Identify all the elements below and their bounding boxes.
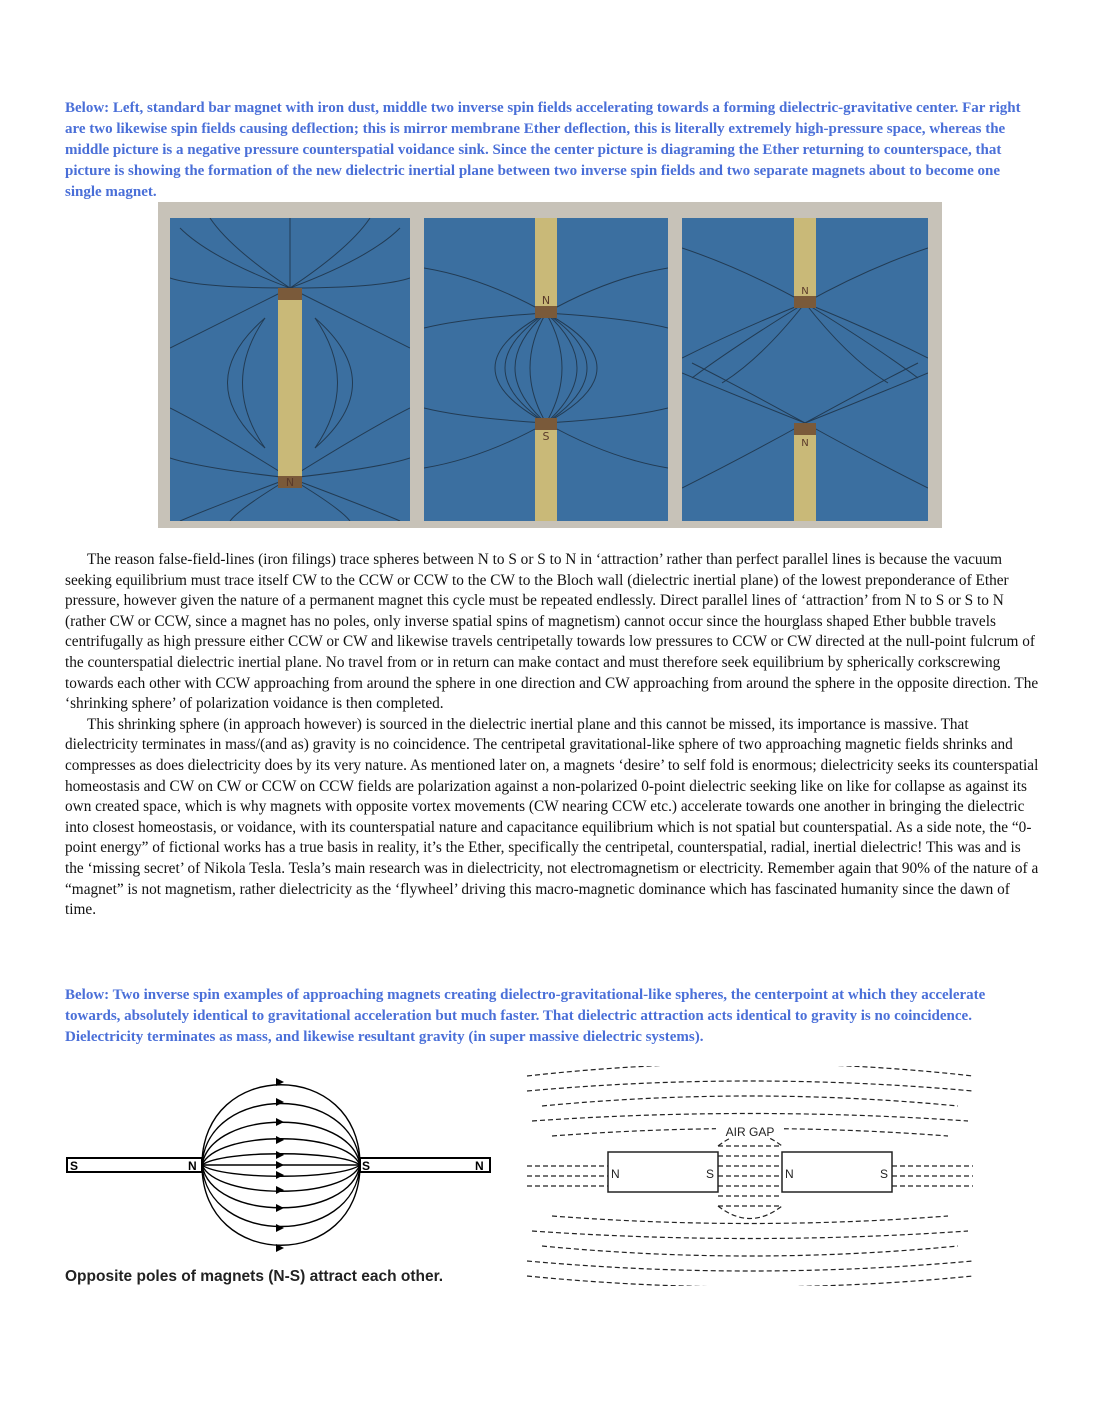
magnet-bar <box>608 1152 718 1192</box>
bottom-figure-caption: Below: Two inverse spin examples of approaching magnets creating dielectro-gravitational-like spheres, the centerpoint at which they accelerate towards, absolutely identical to gravitational acceleration but much faster. That dielectric attraction acts identical to gravity is no coincidence. Dielectricity terminates as mass, and likewise resultant gravity (in super massive dielectric systems). <box>65 987 986 1045</box>
repelling-magnets-image <box>682 218 928 521</box>
single-magnet-image <box>170 218 410 521</box>
pole-label: S <box>542 430 550 443</box>
body-text <box>65 550 1040 921</box>
pole-label: N <box>475 1159 484 1173</box>
pole-label: N <box>785 1167 794 1181</box>
magnet-bar <box>67 1158 202 1172</box>
diagram-caption: Opposite poles of magnets (N-S) attract each other. <box>65 1268 444 1285</box>
magnet-bar <box>782 1152 892 1192</box>
photo-single-bar-magnet <box>170 218 410 521</box>
magnet-bar <box>360 1158 490 1172</box>
top-figure-caption: Below: Left, standard bar magnet with iron dust, middle two inverse spin fields accelerating towards a forming dielectric-gravitative center. Far right are two likewise spin fields causing deflection; this is mirror membrane Ether deflection, this is literally extremely high-pressure space, whereas the middle picture is a negative pressure counterspatial voidance sink. Since the center picture is diagraming the Ether returning to counterspace, that picture is showing the formation of the new dielectric inertial plane between two inverse spin fields and two separate magnets about to become one single magnet. <box>65 100 1021 200</box>
pole-label: S <box>880 1167 889 1181</box>
iron-filings-photo-strip <box>158 202 942 528</box>
pole-label: N <box>188 1159 197 1173</box>
opposite-poles-field-diagram <box>62 1068 502 1293</box>
pole-label: S <box>362 1159 371 1173</box>
body-paragraph: This shrinking sphere (in approach however) is sourced in the dielectric inertial plane and this cannot be missed, its importance is massive. That dielectricity terminates in mass/(and as) gravity is no coincidence. The centripetal gravitational-like sphere of two approaching magnetic fields shrinks and compresses as does dielectricity does by its very nature. As mentioned later on, a magnets ‘desire’ to self fold is enormous; dielectricity seeks its counterspatial homeostasis and CW on CW or CCW on CCW fields are polarization against a non-polarized 0-point dielectric seeking like on like for collapse as against its own created space, which is why magnets with opposite vortex movements (CW nearing CCW etc.) accelerate towards one another in bringing the dielectric into closest homeostasis, or voidance, with its counterspatial nature and capacitance equilibrium which is not spatial but counterspatial. As a side note, the “0-point energy” of fictional works has a true basis in reality, it’s the Ether, specifically the centripetal, counterspatial, radial, inertial dielectric! This was and is the ‘missing secret’ of Nikola Tesla. Tesla’s main research was in dielectricity, not electromagnetism or electricity. Remember again that 90% of the nature of a “magnet” is not magnetism, rather dielectricity as the ‘flywheel’ driving this macro-magnetic dominance which has fascinated humanity since the dawn of time. <box>65 715 1039 919</box>
body-paragraph: The reason false-field-lines (iron filings) trace spheres between N to S or S to N in ‘attraction’ rather than perfect parallel lines is because the vacuum seeking equilibrium must trace itself CW to the CCW or CCW to the CW to the Bloch wall (dielectric inertial plane) of the lowest preponderance of Ether pressure, however given the nature of a permanent magnet this cycle must be repeated endlessly. Direct parallel lines of ‘attraction’ from N to S or S to N (rather CW or CCW, since a magnet has no poles, only inverse spatial spins of magnetism) cannot occur since the hourglass shaped Ether bubble travels centrifugally as high pressure either CCW or CW and likewise travels centripetally towards low pressures to CCW or CW directed at the null-point fulcrum of the counterspatial dielectric inertial plane. No travel from or in return can make contact and must therefore seek equilibrium by spherically corkscrewing towards each other with CCW approaching from around the sphere in one direction and CW approaching from around the sphere in the opposite direction. The ‘shrinking sphere’ of polarization voidance is then completed. <box>65 551 1039 713</box>
attracting-magnets-image <box>424 218 668 521</box>
pole-label: N <box>285 476 295 489</box>
air-gap-label: AIR GAP <box>725 1125 775 1139</box>
pole-label: N <box>541 294 551 307</box>
air-gap-field-diagram <box>522 1066 978 1286</box>
pole-label: S <box>706 1167 715 1181</box>
photo-repelling-magnets <box>682 218 928 521</box>
pole-label: S <box>70 1159 79 1173</box>
pole-label: N <box>611 1167 620 1181</box>
pole-label: N <box>801 286 809 297</box>
photo-attracting-magnets <box>424 218 668 521</box>
pole-label: N <box>801 438 809 449</box>
